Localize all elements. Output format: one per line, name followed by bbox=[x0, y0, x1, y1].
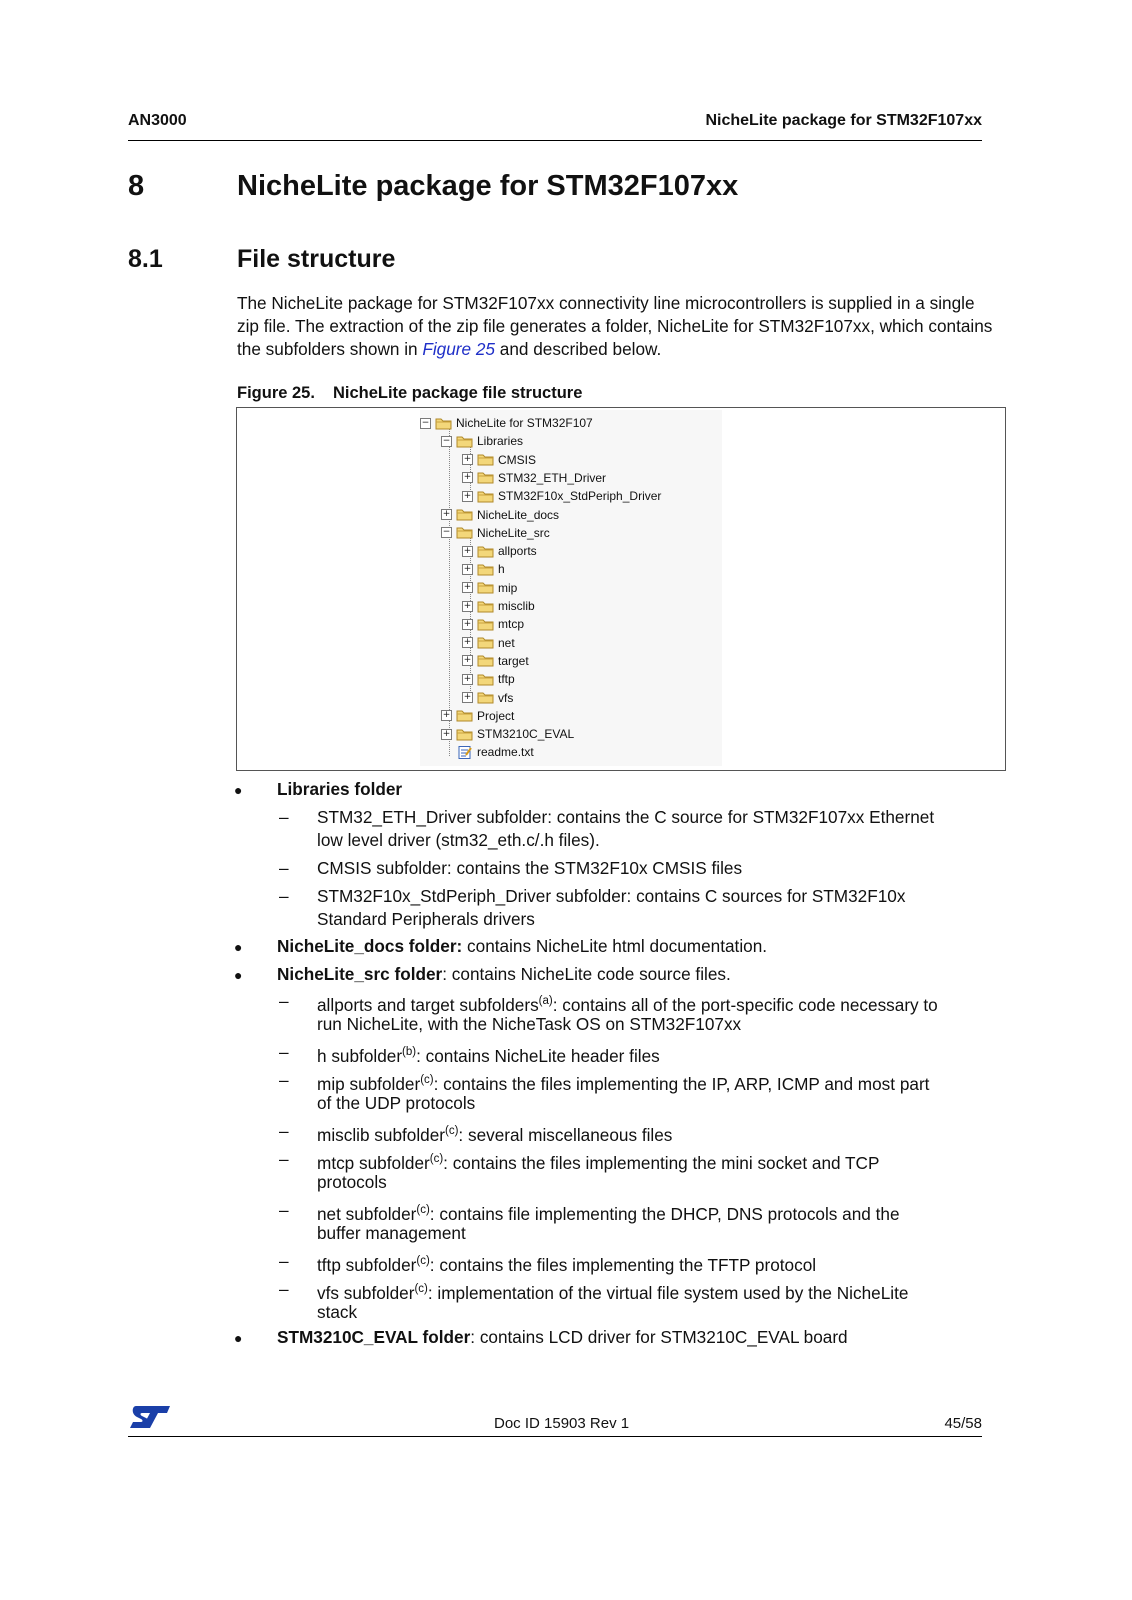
tree-node-label: STM32_ETH_Driver bbox=[498, 470, 607, 485]
expand-icon[interactable]: + bbox=[463, 600, 472, 611]
dash-marker: – bbox=[279, 858, 289, 878]
tree-node-label: net bbox=[498, 635, 515, 650]
footnote-ref: (c) bbox=[416, 1255, 430, 1267]
folder-icon bbox=[477, 600, 494, 613]
src-title: NicheLite_src folder bbox=[277, 964, 443, 984]
tree-node[interactable] bbox=[462, 615, 524, 633]
sub-item-line: STM32_ETH_Driver subfolder: contains the C source for STM32F107xx Ethernet bbox=[317, 807, 935, 827]
folder-icon bbox=[477, 636, 494, 649]
expand-icon[interactable]: + bbox=[463, 563, 472, 574]
tree-node[interactable] bbox=[462, 469, 606, 487]
footer-rule bbox=[128, 1436, 982, 1437]
tree-node-label: CMSIS bbox=[498, 452, 537, 467]
subsection-title: File structure bbox=[237, 245, 396, 273]
folder-icon bbox=[456, 709, 473, 722]
sub-item-text: : contains the files implementing the TFTP protocol bbox=[429, 1255, 817, 1275]
tree-node-label: tftp bbox=[498, 672, 515, 687]
tree-node-label: allports bbox=[498, 544, 537, 559]
docs-title: NicheLite_docs folder: bbox=[277, 936, 463, 956]
sub-item-text: mtcp subfolder bbox=[317, 1153, 430, 1173]
bullet-icon: ● bbox=[234, 939, 243, 955]
expand-icon[interactable]: + bbox=[463, 673, 472, 684]
sub-item-text: : contains NicheLite header files bbox=[416, 1046, 660, 1066]
collapse-icon[interactable]: − bbox=[442, 527, 451, 538]
tree-node[interactable] bbox=[441, 432, 523, 450]
folder-icon bbox=[477, 654, 494, 667]
expand-icon[interactable]: + bbox=[463, 472, 472, 483]
folder-icon bbox=[456, 526, 473, 539]
sub-item-text: tftp subfolder bbox=[317, 1255, 417, 1275]
header-rule bbox=[128, 140, 982, 141]
tree-node[interactable] bbox=[462, 579, 517, 597]
folder-icon bbox=[477, 563, 494, 576]
expand-icon[interactable]: + bbox=[463, 637, 472, 648]
sub-item-text: : contains the files implementing the mini socket and TCP bbox=[443, 1153, 880, 1173]
dash-marker: – bbox=[279, 1042, 289, 1062]
folder-icon bbox=[477, 618, 494, 631]
folder-icon bbox=[477, 471, 494, 484]
folder-icon bbox=[477, 673, 494, 686]
footnote-ref: (c) bbox=[445, 1125, 459, 1137]
sub-item-line bbox=[317, 1278, 908, 1305]
sub-item-line: run NicheLite, with the NicheTask OS on STM32F107xx bbox=[317, 1014, 742, 1034]
dash-marker: – bbox=[279, 1200, 289, 1220]
section-title: NicheLite package for STM32F107xx bbox=[237, 170, 739, 202]
tree-node-label: NicheLite_docs bbox=[477, 507, 560, 522]
sub-item-text: misclib subfolder bbox=[317, 1125, 445, 1145]
sub-item-text: : several miscellaneous files bbox=[458, 1125, 673, 1145]
expand-icon[interactable]: + bbox=[463, 618, 472, 629]
intro-text: The NicheLite package for STM32F107xx connectivity line microcontrollers is supplied in a single zip file. The extraction of the zip file generates a folder, NicheLite for STM32F107xx, which contains the subfolders shown in bbox=[237, 293, 993, 359]
sub-item-line: CMSIS subfolder: contains the STM32F10x CMSIS files bbox=[317, 858, 743, 878]
dash-marker: – bbox=[279, 1251, 289, 1271]
folder-icon bbox=[477, 545, 494, 558]
tree-node[interactable] bbox=[462, 542, 537, 560]
running-title: NicheLite package for STM32F107xx bbox=[705, 112, 982, 129]
expand-icon[interactable]: + bbox=[463, 454, 472, 465]
bullet-icon: ● bbox=[234, 967, 243, 983]
sub-item-text: mip subfolder bbox=[317, 1074, 421, 1094]
sub-item-line: low level driver (stm32_eth.c/.h files). bbox=[317, 830, 600, 850]
tree-node[interactable] bbox=[462, 560, 505, 578]
footnote-ref: (b) bbox=[402, 1046, 417, 1058]
tree-node-label: STM3210C_EVAL bbox=[477, 727, 575, 742]
dash-marker: – bbox=[279, 1279, 289, 1299]
tree-node[interactable] bbox=[441, 524, 550, 542]
expand-icon[interactable]: + bbox=[463, 582, 472, 593]
tree-node-label: readme.txt bbox=[477, 745, 534, 760]
tree-node-label: misclib bbox=[498, 599, 535, 613]
expand-icon[interactable]: + bbox=[463, 655, 472, 666]
collapse-icon[interactable]: − bbox=[421, 417, 430, 428]
sub-item-text: net subfolder bbox=[317, 1204, 417, 1224]
figure-label: Figure 25. bbox=[237, 384, 315, 402]
sub-item-line bbox=[317, 1041, 660, 1068]
doc-id: Doc ID 15903 Rev 1 bbox=[494, 1415, 630, 1432]
tree-node[interactable] bbox=[441, 506, 559, 524]
footnote-ref: (c) bbox=[414, 1283, 428, 1295]
folder-icon bbox=[435, 417, 452, 430]
section-number: 8 bbox=[128, 170, 145, 202]
dash-marker: – bbox=[279, 1070, 289, 1090]
sub-item-text: : implementation of the virtual file system used by the NicheLite bbox=[427, 1283, 909, 1303]
figure-box bbox=[236, 407, 1006, 771]
sub-item-line: of the UDP protocols bbox=[317, 1093, 476, 1113]
intro-paragraph bbox=[237, 292, 999, 361]
sub-item-line: protocols bbox=[317, 1172, 387, 1192]
sub-item-line: stack bbox=[317, 1302, 358, 1322]
dash-marker: – bbox=[279, 991, 289, 1011]
dash-marker: – bbox=[279, 1149, 289, 1169]
tree-node[interactable] bbox=[462, 597, 535, 615]
folder-icon bbox=[456, 508, 473, 521]
sub-item-text: h subfolder bbox=[317, 1046, 403, 1066]
expand-icon[interactable]: + bbox=[463, 692, 472, 702]
src-text: : contains NicheLite code source files. bbox=[442, 964, 731, 984]
tree-node-label: STM32F10x_StdPeriph_Driver bbox=[498, 489, 662, 504]
dash-marker: – bbox=[279, 807, 289, 827]
eval-title: STM3210C_EVAL folder bbox=[277, 1327, 471, 1347]
footnote-ref: (c) bbox=[420, 1074, 434, 1086]
tree-node-label: NicheLite for STM32F107 bbox=[456, 416, 593, 430]
expand-icon[interactable]: + bbox=[442, 710, 451, 721]
tree-node-label: Project bbox=[477, 708, 515, 723]
expand-icon[interactable]: + bbox=[442, 728, 451, 739]
tree-node-label: NicheLite_src bbox=[477, 525, 550, 540]
sub-item-text: : contains all of the port-specific code necessary to bbox=[552, 995, 938, 1015]
folder-icon bbox=[477, 691, 494, 704]
footnote-ref: (a) bbox=[538, 995, 553, 1007]
sub-item-line bbox=[317, 1148, 879, 1175]
sub-item-line: Standard Peripherals drivers bbox=[317, 909, 535, 929]
sub-item-line: buffer management bbox=[317, 1223, 466, 1243]
text-file-icon bbox=[456, 746, 473, 759]
expand-icon[interactable]: + bbox=[463, 545, 472, 556]
sub-item-text: : contains the files implementing the IP, ARP, ICMP and most part bbox=[433, 1074, 930, 1094]
expand-icon[interactable]: + bbox=[442, 509, 451, 519]
figure-title: NicheLite package file structure bbox=[332, 384, 583, 402]
tree-node[interactable] bbox=[462, 451, 536, 469]
sub-item-line: STM32F10x_StdPeriph_Driver subfolder: contains C sources for STM32F10x bbox=[317, 886, 906, 906]
eval-text: : contains LCD driver for STM3210C_EVAL board bbox=[470, 1327, 848, 1347]
sub-item-text: allports and target subfolders bbox=[317, 995, 539, 1015]
folder-icon bbox=[477, 453, 494, 466]
sub-item-line bbox=[317, 1250, 816, 1277]
expand-icon[interactable]: + bbox=[463, 490, 472, 501]
tree-node-label: mtcp bbox=[498, 617, 525, 632]
bullet-icon: ● bbox=[234, 782, 243, 798]
tree-node[interactable] bbox=[441, 707, 514, 725]
collapse-icon[interactable]: − bbox=[442, 435, 451, 446]
tree-node[interactable] bbox=[462, 670, 515, 688]
sub-item-text: : contains file implementing the DHCP, DNS protocols and the bbox=[429, 1204, 900, 1224]
folder-tree bbox=[420, 410, 722, 766]
sub-item-line bbox=[317, 1120, 672, 1147]
page-number: 45/58 bbox=[944, 1415, 982, 1432]
tree-node-label: vfs bbox=[498, 690, 514, 705]
doc-number: AN3000 bbox=[128, 112, 187, 129]
intro-text-end: and described below. bbox=[494, 339, 662, 359]
dash-marker: – bbox=[279, 1121, 289, 1141]
dash-marker: – bbox=[279, 886, 289, 906]
bullet-icon: ● bbox=[234, 1330, 243, 1346]
footnote-ref: (c) bbox=[429, 1153, 444, 1165]
tree-node[interactable] bbox=[462, 652, 529, 670]
docs-text: contains NicheLite html documentation. bbox=[462, 936, 768, 956]
libraries-title: Libraries folder bbox=[277, 779, 403, 799]
tree-node-label: mip bbox=[498, 580, 518, 595]
subsection-number: 8.1 bbox=[128, 245, 163, 273]
folder-icon bbox=[456, 728, 473, 741]
tree-node[interactable] bbox=[462, 689, 513, 707]
folder-icon bbox=[477, 581, 494, 594]
footnote-ref: (c) bbox=[416, 1204, 430, 1216]
folder-icon bbox=[456, 435, 473, 448]
tree-node[interactable] bbox=[441, 743, 534, 761]
tree-node[interactable] bbox=[462, 487, 661, 505]
figure-link[interactable]: Figure 25 bbox=[422, 339, 495, 359]
tree-node-label: h bbox=[498, 562, 505, 577]
tree-node[interactable] bbox=[441, 725, 574, 743]
sub-item-text: vfs subfolder bbox=[317, 1283, 415, 1303]
tree-node[interactable] bbox=[462, 634, 515, 652]
tree-node-label: Libraries bbox=[477, 434, 524, 449]
tree-node[interactable] bbox=[420, 414, 593, 432]
tree-node-label: target bbox=[498, 653, 529, 668]
folder-icon bbox=[477, 490, 494, 503]
figure-caption bbox=[237, 384, 582, 403]
st-logo bbox=[128, 1404, 172, 1430]
